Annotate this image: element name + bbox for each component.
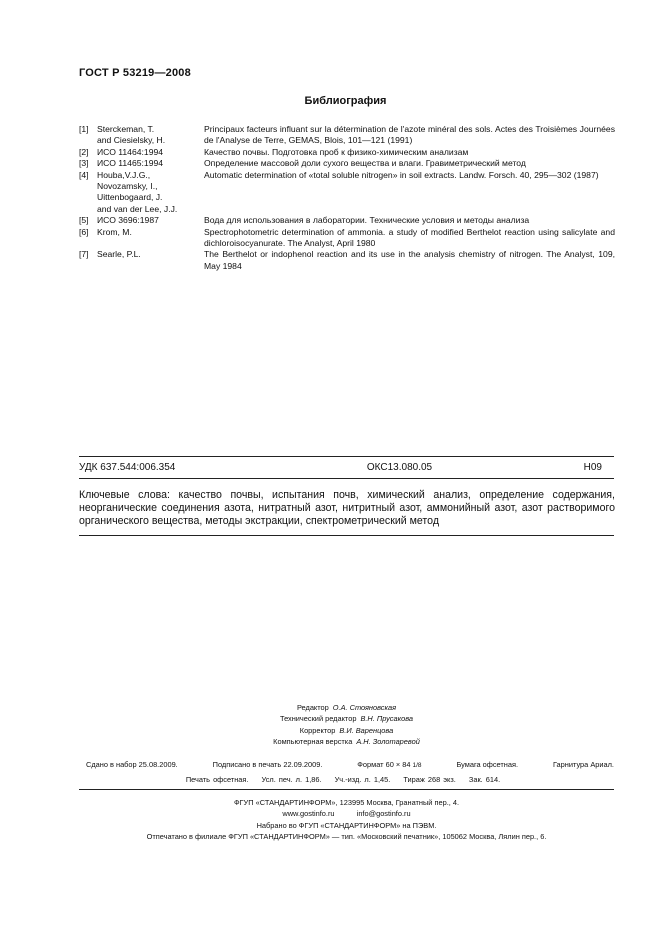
paper-format: Формат 60 × 84 1/8 [357, 760, 422, 769]
reference-text: Automatic determination of «total soluble nitrogen» in soil extracts. Landw. Forsch. 40, 295—302 (1987) [204, 169, 599, 180]
reference-author: ИСО 11464:1994 [97, 146, 164, 157]
reference-author: Krom, M. [97, 226, 132, 237]
font-name: Гарнитура Ариал. [552, 760, 614, 769]
reference-author: Sterckeman, T. and Ciesielsky, H. [97, 124, 166, 146]
publisher-top-rule [79, 789, 614, 790]
typeset-note: Набрано во ФГУП «СТАНДАРТИНФОРМ» на ПЭВМ. [256, 820, 437, 830]
reference-list [79, 124, 615, 272]
classification-row [79, 462, 614, 473]
publication-sheets: Уч.-изд. л. 1,45. [334, 775, 391, 784]
credit-name: А.Н. Золотаревой [356, 737, 420, 747]
credit-line [79, 736, 614, 747]
reference-text: Определение массовой доли сухого вещества и влаги. Гравиметрический метод [204, 158, 526, 169]
credit-name: В.Н. Прусакова [360, 714, 414, 724]
format-fraction: 1/8 [412, 762, 422, 769]
credit-name: О.А. Стояновская [332, 703, 397, 712]
reference-author: ИСО 3696:1987 [97, 215, 159, 226]
credit-role: Корректор [299, 725, 336, 735]
printed-note: Отпечатано в филиале ФГУП «СТАНДАРТИНФОРМ» — тип. «Московский печатник», 105062 Москва, Лялин пер., 6. [146, 832, 547, 842]
reference-text: Principaux facteurs influant sur la détermination de l'azote minéral des sols. Actes des Troisièmes Journées de l'Analyse de Terre, GEMAS, Blois, 101—121 (1991) [204, 124, 615, 146]
publisher-email[interactable]: info@gostinfo.ru [356, 809, 411, 819]
reference-number: [1] [79, 124, 89, 134]
reference-item [79, 170, 615, 216]
bibliography-title: Библиография [304, 95, 387, 107]
reference-author: ИСО 11465:1994 [97, 158, 164, 169]
reference-item [79, 215, 615, 226]
publisher-block [79, 797, 614, 843]
printing-details-line2 [0, 775, 661, 784]
reference-number: [7] [79, 249, 89, 260]
classification-top-rule [79, 456, 614, 457]
classification-bottom-rule [79, 478, 614, 479]
printing-details-line1 [86, 760, 614, 769]
category-code: Н09 [583, 462, 602, 473]
credit-line [79, 725, 614, 736]
publisher-contacts [79, 808, 614, 819]
credit-role: Технический редактор [279, 714, 357, 724]
reference-text: Вода для использования в лаборатории. Технические условия и методы анализа [204, 215, 530, 226]
submitted-date: Сдано в набор 25.08.2009. [86, 760, 178, 769]
signed-date: Подписано в печать 22.09.2009. [212, 760, 323, 769]
reference-number: [2] [79, 146, 89, 157]
publisher-address: ФГУП «СТАНДАРТИНФОРМ», 123995 Москва, Гранатный пер., 4. [233, 798, 460, 807]
oks-code: ОКС13.080.05 [366, 462, 433, 473]
reference-item [79, 158, 615, 169]
reference-text: Spectrophotometric determination of ammonia. a study of modified Berthelot reaction using salicylate and dichloroisocyanurate. The Analyst, April 1980 [204, 226, 615, 249]
credit-role: Редактор [296, 703, 329, 712]
reference-item [79, 227, 615, 250]
standard-header: ГОСТ Р 53219—2008 [79, 67, 191, 79]
reference-number: [3] [79, 158, 89, 169]
print-sheets: Усл. печ. л. 1,86. [261, 775, 322, 784]
credits-block [79, 702, 614, 748]
reference-number: [6] [79, 226, 89, 237]
reference-item [79, 147, 615, 158]
reference-text: Качество почвы. Подготовка проб к физико-химическим анализам [204, 146, 469, 157]
reference-item [79, 249, 615, 272]
reference-author: Searle, P.L. [97, 249, 141, 260]
reference-text: The Berthelot or indophenol reaction and its use in the analysis chemistry of nitrogen. The Analyst, 109, May 1984 [204, 249, 615, 271]
print-run: Тираж 268 экз. [403, 775, 456, 784]
publisher-website[interactable]: www.gostinfo.ru [282, 809, 335, 819]
reference-number: [4] [79, 169, 89, 180]
reference-number: [5] [79, 215, 89, 226]
credit-line [79, 713, 614, 724]
paper-type: Бумага офсетная. [456, 760, 519, 769]
order-number: Зак. 614. [468, 775, 501, 784]
credit-name: В.И. Варенцова [339, 725, 394, 735]
keywords-bottom-rule [79, 535, 614, 536]
reference-item [79, 124, 615, 147]
credit-line [79, 702, 614, 713]
credit-role: Компьютерная верстка [273, 737, 353, 747]
keywords-paragraph: Ключевые слова: качество почвы, испытания почв, химический анализ, определение содержания, неорганические соединения азота, нитратный азот, нитритный азот, аммонийный азот, азот растворимого органического вещества, методы экстракции, спектрометрический метод [79, 489, 615, 528]
reference-author: Houba,V.J.G., Novozamsky, I., Uittenbogaard, J. and van der Lee, J.J. [97, 169, 178, 214]
print-type: Печать офсетная. [185, 775, 249, 784]
udk-code: УДК 637.544:006.354 [79, 462, 176, 473]
